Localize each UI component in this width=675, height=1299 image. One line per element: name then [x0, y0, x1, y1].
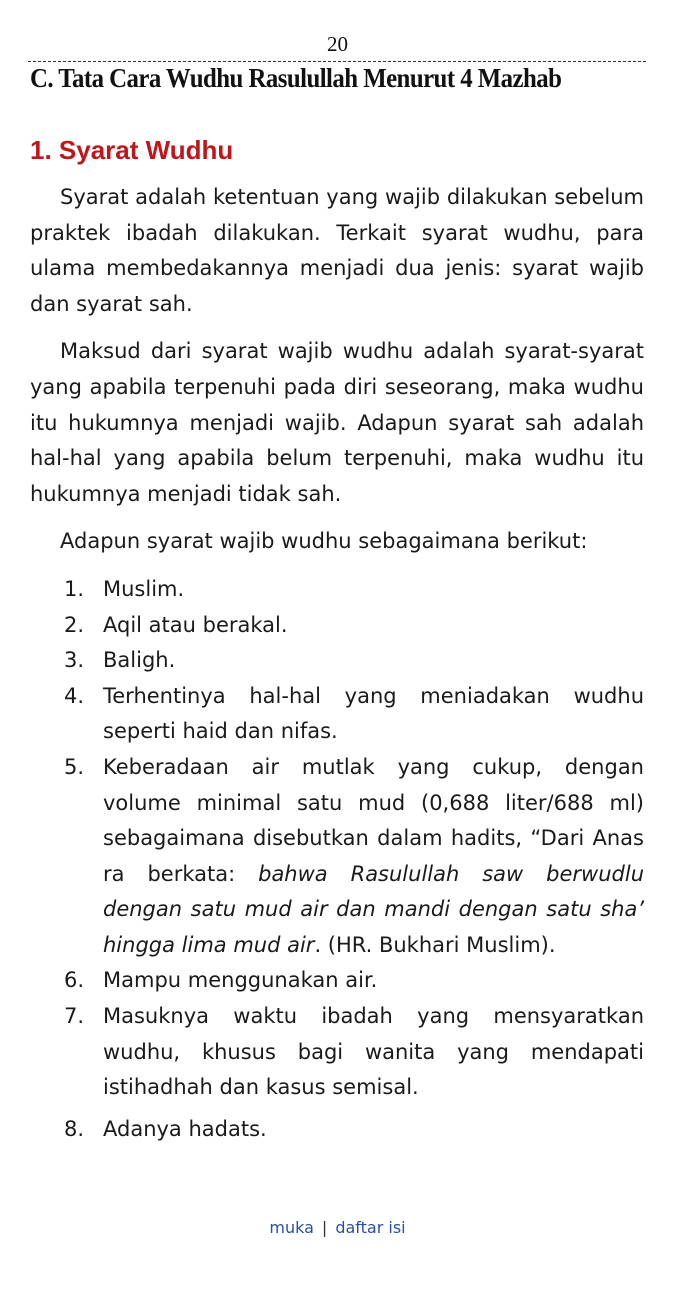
section-heading: C. Tata Cara Wudhu Rasulullah Menurut 4 Mazhab [30, 63, 562, 93]
list-text: Adanya hadats. [103, 1116, 267, 1141]
list-text: Masuknya waktu ibadah yang mensyaratkan wudhu, khusus bagi wanita yang mendapati istihadhah dan kasus semisal. [103, 1004, 644, 1100]
list-text: Muslim. [103, 576, 185, 601]
list-item [30, 679, 644, 750]
header-divider [28, 61, 646, 62]
list-item [30, 963, 644, 999]
paragraph: Syarat adalah ketentuan yang wajib dilakukan sebelum praktek ibadah dilakukan. Terkait syarat wudhu, para ulama membedakannya menjadi dua jenis: syarat wajib dan syarat sah. [30, 185, 644, 316]
list-text: Terhentinya hal-hal yang meniadakan wudhu seperti haid dan nifas. [103, 683, 644, 744]
list-item [30, 608, 644, 644]
list-item [30, 1112, 644, 1148]
hadith-source: . (HR. Bukhari Muslim). [314, 932, 556, 957]
list-text: Mampu menggunakan air. [103, 968, 378, 993]
home-link[interactable]: muka [269, 1218, 314, 1237]
list-item [30, 572, 644, 608]
list-text: Aqil atau berakal. [103, 612, 288, 637]
list-number: 8. [64, 1116, 85, 1141]
hadith-quote: bahwa Rasulullah saw berwudlu dengan satu mud air dan mandi dengan satu sha’ hingga lima mud air [103, 861, 645, 957]
list-number: 4. [64, 683, 85, 708]
body-text [30, 180, 644, 1147]
list-text: Keberadaan air mutlak yang cukup, dengan volume minimal satu mud (0,688 liter/688 ml) sebagaimana disebutkan dalam hadits, “Dari Anas ra berkata: [103, 754, 644, 886]
list-number: 2. [64, 612, 85, 637]
paragraph: Adapun syarat wajib wudhu sebagaimana berikut: [60, 529, 588, 554]
list-item [30, 750, 644, 964]
page-number: 20 [327, 32, 348, 56]
list-item [30, 643, 644, 679]
sub-heading: 1. Syarat Wudhu [30, 135, 234, 165]
footer-nav [0, 1218, 675, 1237]
list-number: 1. [64, 576, 85, 601]
table-of-contents-link[interactable]: daftar isi [335, 1218, 406, 1237]
list-item [30, 999, 644, 1106]
footer-separator: | [321, 1218, 328, 1237]
list-number: 3. [64, 648, 85, 673]
list-number: 7. [64, 1004, 85, 1029]
list-number: 5. [64, 754, 85, 779]
list-text: Baligh. [103, 648, 176, 673]
list-number: 6. [64, 968, 85, 993]
paragraph: Maksud dari syarat wajib wudhu adalah syarat-syarat yang apabila terpenuhi pada diri seseorang, maka wudhu itu hukumnya menjadi wajib. Adapun syarat sah adalah hal-hal yang apabila belum terpenuhi, maka wudhu itu hukumnya menjadi tidak sah. [30, 339, 644, 506]
requirements-list [30, 572, 644, 1148]
